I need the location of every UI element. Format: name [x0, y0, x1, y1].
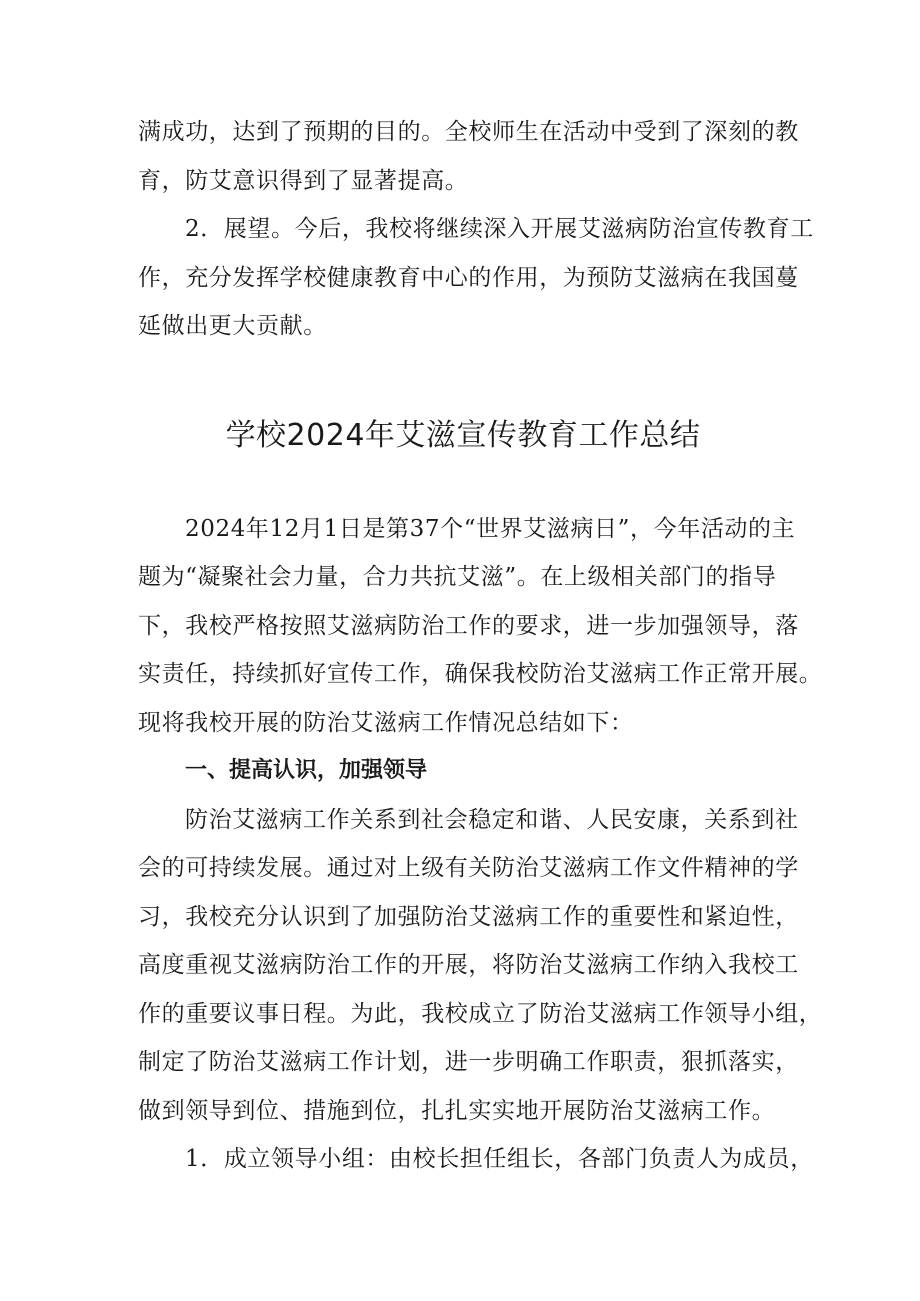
paragraph-line: 满成功，达到了预期的目的。全校师生在活动中受到了深刻的教	[138, 119, 799, 145]
paragraph-line: 实责任，持续抓好宣传工作，确保我校防治艾滋病工作正常开展。	[138, 661, 823, 687]
paragraph-line: 制定了防治艾滋病工作计划，进一步明确工作职责，狠抓落实，	[138, 1049, 799, 1075]
paragraph-line: 2．展望。今后，我校将继续深入开展艾滋病防治宣传教育工	[185, 216, 814, 242]
intro-paragraph	[138, 505, 823, 748]
paragraph-line: 做到领导到位、措施到位，扎扎实实地开展防治艾滋病工作。	[138, 1097, 776, 1124]
paragraph-line: 作，充分发挥学校健康教育中心的作用，为预防艾滋病在我国蔓	[138, 264, 799, 291]
document-page	[138, 108, 823, 1184]
paragraph-line: 题为“凝聚社会力量，合力共抗艾滋”。在上级相关部门的指导	[138, 564, 777, 590]
paragraph-line: 习，我校充分认识到了加强防治艾滋病工作的重要性和紧迫性，	[138, 903, 799, 930]
paragraph-line: 现将我校开展的防治艾滋病工作情况总结如下：	[138, 709, 634, 736]
section-heading: 一、提高认识，加强领导	[185, 758, 428, 783]
paragraph-line: 2024年12月1日是第37个“世界艾滋病日”，今年活动的主	[185, 515, 796, 542]
paragraph-line: 1．成立领导小组：由校长担任组长，各部门负责人为成员，	[185, 1146, 814, 1172]
paragraph-line: 延做出更大贡献。	[138, 313, 327, 339]
paragraph-line: 育，防艾意识得到了显著提高。	[138, 167, 469, 194]
paragraph-line: 会的可持续发展。通过对上级有关防治艾滋病工作文件精神的学	[138, 855, 799, 881]
document-title: 学校2024年艾滋宣传教育工作总结	[225, 417, 701, 453]
paragraph-line: 作的重要议事日程。为此，我校成立了防治艾滋病工作领导小组，	[138, 1000, 823, 1027]
paragraph-line: 高度重视艾滋病防治工作的开展，将防治艾滋病工作纳入我校工	[138, 952, 799, 978]
paragraph-line: 防治艾滋病工作关系到社会稳定和谐、人民安康，关系到社	[185, 806, 799, 833]
paragraph-line: 下，我校严格按照艾滋病防治工作的要求，进一步加强领导，落	[138, 612, 799, 639]
section-1-body	[138, 796, 823, 1184]
previous-section-tail	[138, 108, 814, 351]
